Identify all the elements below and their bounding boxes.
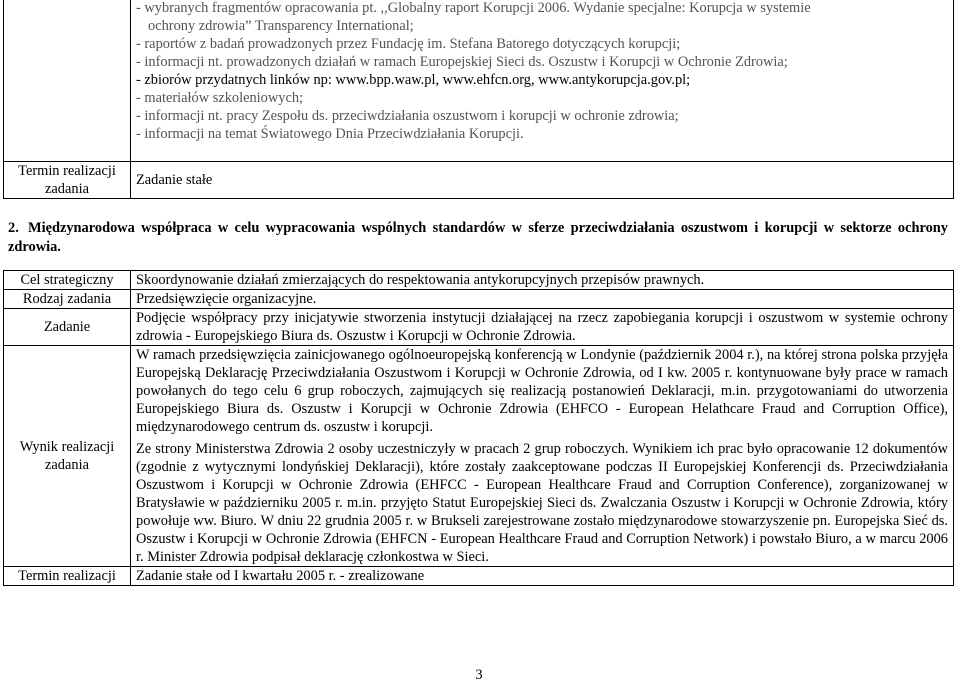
empty-label-cell	[4, 0, 131, 162]
list-item: ochrony zdrowia” Transparency International;	[148, 18, 414, 34]
termin-value: Zadanie stałe od I kwartału 2005 r. - zrealizowane	[131, 567, 954, 586]
cel-value: Skoordynowanie działań zmierzających do respektowania antykorupcyjnych przepisów prawnych.	[131, 271, 954, 290]
zadanie-label: Zadanie	[4, 309, 131, 346]
list-item: - materiałów szkoleniowych;	[136, 90, 304, 106]
list-item: - zbiorów przydatnych linków np: www.bpp.waw.pl, www.ehfcn.org, www.antykorupcja.gov.pl;	[136, 72, 691, 88]
list-item: - informacji nt. pracy Zespołu ds. przeciwdziałania oszustwom i korupcji w ochronie zdrowia;	[136, 108, 679, 124]
list-item: - wybranych fragmentów opracowania pt. ,,Globalny raport Korupcji 2006. Wydanie specjalne: Korupcja w systemie	[136, 0, 811, 16]
rodzaj-label: Rodzaj zadania	[4, 290, 131, 309]
wynik-label: Wynik realizacji zadania	[4, 346, 131, 567]
section-title: Międzynarodowa współpraca w celu wypracowania wspólnych standardów w sferze przeciwdziałania oszustwom i korupcji w sektorze ochrony zdrowia.	[8, 220, 948, 255]
rodzaj-value: Przedsięwzięcie organizacyjne.	[131, 290, 954, 309]
wynik-paragraph: W ramach przedsięwzięcia zainicjowanego ogólnoeuropejską konferencją w Londynie (październik 2004 r.), na której strona polska przyjęła Europejską Deklarację Przeciwdziałania Oszustwom i Korupcji w Ochronie Zdrowia, od I kw. 2005 r. kontynuowane były prace w ramach powołanych do tego celu 6 grup roboczych, zajmujących się realizacją postanowień Deklaracji, m.in. przygotowaniami do utworzenia Europejskiego Biura ds. Oszustw i Korupcji w Ochronie Zdrowia (EHFCO - European Helathcare Fraud and Corruption Office), międzynarodowego centrum ds. oszustw i korupcji.	[136, 347, 948, 435]
section-number: 2.	[8, 220, 19, 236]
section-heading	[8, 219, 948, 257]
page-number: 3	[475, 667, 483, 683]
materials-list	[131, 0, 954, 162]
zadanie-value: Podjęcie współpracy przy inicjatywie stworzenia instytucji działającej na rzecz zapobiegania korupcji i oszustwom w systemie ochrony zdrowia - Europejskiego Biura ds. Oszustw i Korupcji w Ochronie Zdrowia.	[131, 309, 954, 346]
list-item: - informacji nt. prowadzonych działań w ramach Europejskiej Sieci ds. Oszustw i Korupcji w Ochronie Zdrowia;	[136, 54, 788, 70]
termin-label: Termin realizacji zadania	[4, 162, 131, 199]
task-table	[3, 270, 954, 586]
list-item: - informacji na temat Światowego Dnia Przeciwdziałania Korupcji.	[136, 126, 524, 142]
termin-label: Termin realizacji	[4, 567, 131, 586]
wynik-paragraph: Ze strony Ministerstwa Zdrowia 2 osoby uczestniczyły w pracach 2 grup roboczych. Wynikiem ich prac było opracowanie 12 dokumentów (zgodnie z wytycznymi londyńskiej Deklaracji), które zostały zaakceptowane podczas II Europejskiej Konferencji ds. Przeciwdziałania Oszustwom i Korupcji w Ochronie Zdrowia (EHFCC - European Healthcare Fraud and Corruption Conference), zorganizowanej w Bratysławie w październiku 2005 r. m.in. przyjęto Statut Europejskiej Sieci ds. Zwalczania Oszustw i Korupcji w Ochronie Zdrowia, który powołuje ww. Biuro. W dniu 22 grudnia 2005 r. w Brukseli zarejestrowane zostało międzynarodowe stowarzyszenie pn. Europejska Sieć ds. Oszustw i Korupcji w Ochronie Zdrowia (EHFCN - European Healthcare Fraud and Corruption Network) i powstało Biuro, a w marcu 2006 r. Minister Zdrowia podpisał deklarację członkostwa w Sieci.	[136, 441, 948, 565]
termin-value: Zadanie stałe	[131, 162, 954, 199]
list-item: - raportów z badań prowadzonych przez Fundację im. Stefana Batorego dotyczących korupcji;	[136, 36, 681, 52]
wynik-value	[131, 346, 954, 567]
task-table-previous	[3, 0, 954, 199]
cel-label: Cel strategiczny	[4, 271, 131, 290]
